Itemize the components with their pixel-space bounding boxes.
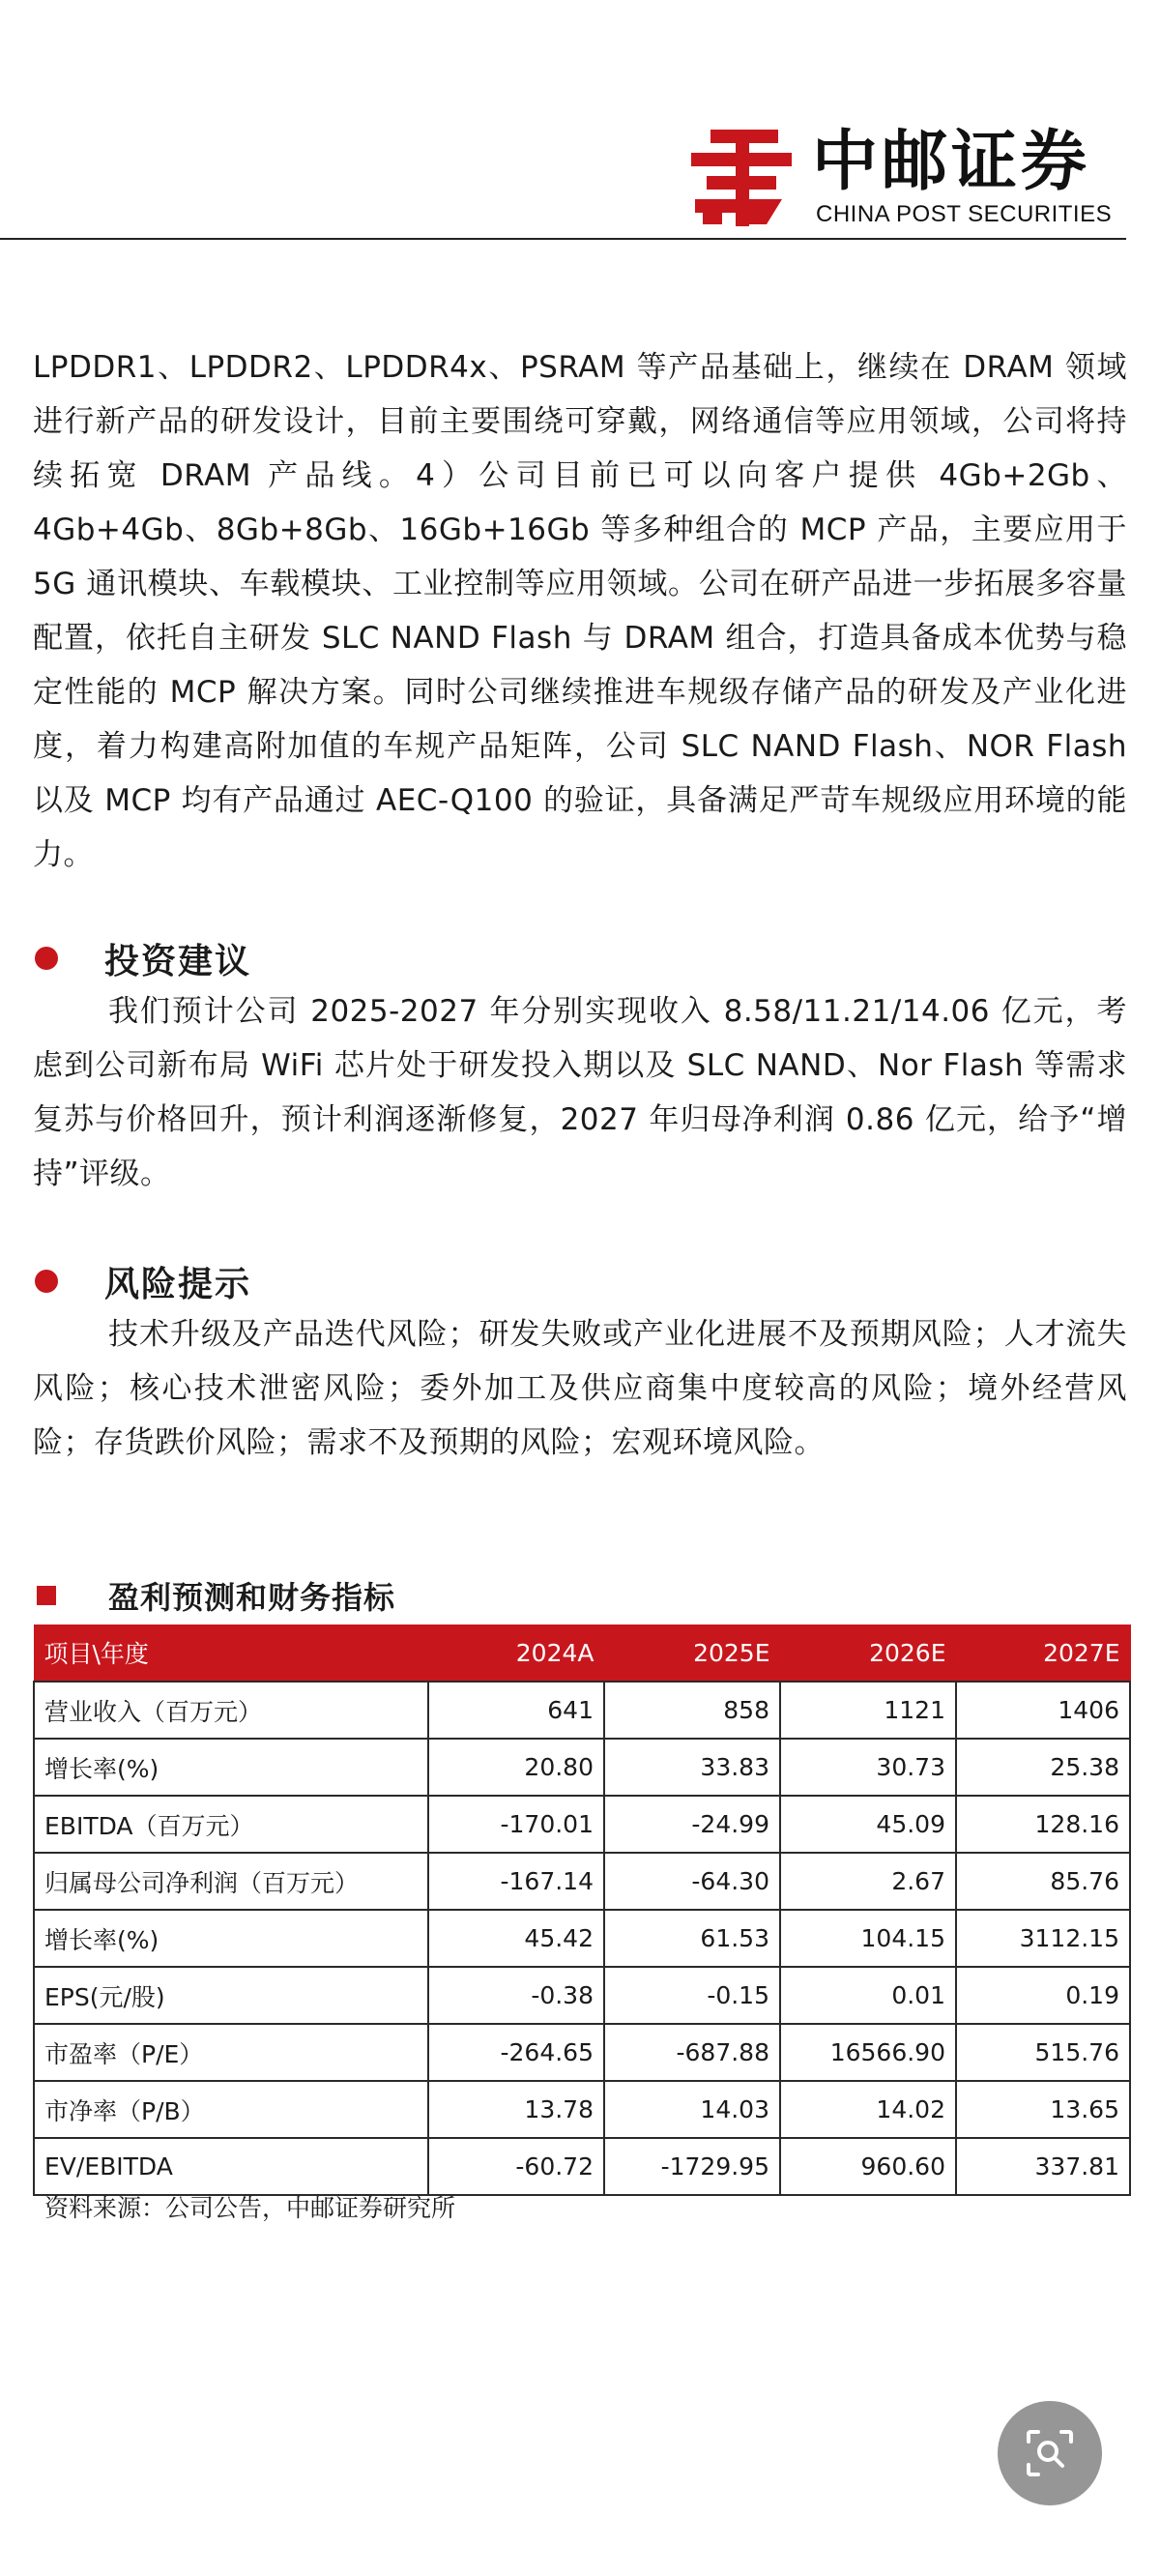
row-value: 3112.15 [956, 1910, 1130, 1967]
row-value: 960.60 [780, 2138, 956, 2195]
table-header-row [34, 1625, 1130, 1682]
table-row [34, 1910, 1130, 1967]
row-value: 104.15 [780, 1910, 956, 1967]
row-label: 市盈率（P/E） [34, 2024, 428, 2081]
row-value: -24.99 [604, 1796, 780, 1853]
header-year-cell: 2027E [956, 1625, 1130, 1682]
brand-name-cn: 中邮证券 [812, 124, 1091, 200]
row-value: 0.01 [780, 1967, 956, 2024]
row-value: 14.03 [604, 2081, 780, 2138]
investment-advice-heading [35, 934, 251, 982]
table-row [34, 1739, 1130, 1796]
row-label: EPS(元/股) [34, 1967, 428, 2024]
investment-advice-text: 我们预计公司 2025-2027 年分别实现收入 8.58/11.21/14.06 亿元，考虑到公司新布局 WiFi 芯片处于研发投入期以及 SLC NAND、Nor Flash 等需求复苏与价格回升，预计利润逐渐修复，2027 年归母净利润 0.86 亿元，给予“增持”评级。 [33, 994, 1127, 1191]
row-label: EBITDA（百万元） [34, 1796, 428, 1853]
header-year-cell: 2024A [428, 1625, 604, 1682]
row-value: 13.78 [428, 2081, 604, 2138]
table-row [34, 1853, 1130, 1910]
row-value: 515.76 [956, 2024, 1130, 2081]
report-header [0, 0, 1160, 242]
table-row [34, 2024, 1130, 2081]
row-value: 641 [428, 1682, 604, 1739]
row-value: -170.01 [428, 1796, 604, 1853]
risk-warning-heading [35, 1257, 251, 1305]
row-value: 30.73 [780, 1739, 956, 1796]
row-value: -167.14 [428, 1853, 604, 1910]
row-value: 337.81 [956, 2138, 1130, 2195]
row-value: -687.88 [604, 2024, 780, 2081]
row-value: -1729.95 [604, 2138, 780, 2195]
financial-forecast-table [33, 1625, 1131, 2196]
header-year-cell: 2026E [780, 1625, 956, 1682]
row-value: 25.38 [956, 1739, 1130, 1796]
row-label: 营业收入（百万元） [34, 1682, 428, 1739]
row-value: 20.80 [428, 1739, 604, 1796]
square-bullet-icon [37, 1586, 56, 1605]
row-value: -264.65 [428, 2024, 604, 2081]
row-value: 45.42 [428, 1910, 604, 1967]
header-divider [0, 238, 1126, 240]
row-label: 增长率(%) [34, 1910, 428, 1967]
business-paragraph: LPDDR1、LPDDR2、LPDDR4x、PSRAM 等产品基础上，继续在 DRAM 领域进行新产品的研发设计，目前主要围绕可穿戴，网络通信等应用领域，公司将持续拓宽 DRAM 产品线。4）公司目前已可以向客户提供 4Gb+2Gb、4Gb+4Gb、8Gb+8Gb、16Gb+16Gb 等多种组合的 MCP 产品，主要应用于 5G 通讯模块、车载模块、工业控制等应用领域。公司在研产品进一步拓展多容量配置，依托自主研发 SLC NAND Flash 与 DRAM 组合，打造具备成本优势与稳定性能的 MCP 解决方案。同时公司继续推进车规级存储产品的研发及产业化进度，着力构建高附加值的车规产品矩阵，公司 SLC NAND Flash、NOR Flash 以及 MCP 均有产品通过 AEC-Q100 的验证，具备满足严苛车规级应用环境的能力。 [33, 350, 1127, 872]
row-value: 2.67 [780, 1853, 956, 1910]
image-search-button[interactable] [998, 2401, 1102, 2505]
image-search-icon [1023, 2426, 1077, 2480]
row-label: 增长率(%) [34, 1739, 428, 1796]
header-year-cell: 2025E [604, 1625, 780, 1682]
row-value: -60.72 [428, 2138, 604, 2195]
row-value: 858 [604, 1682, 780, 1739]
row-value: 128.16 [956, 1796, 1130, 1853]
row-value: 1121 [780, 1682, 956, 1739]
header-label-cell: 项目\年度 [34, 1625, 428, 1682]
row-value: 45.09 [780, 1796, 956, 1853]
table-title: 盈利预测和财务指标 [108, 1579, 396, 1616]
row-value: -0.15 [604, 1967, 780, 2024]
section-title: 投资建议 [104, 941, 252, 981]
row-value: 16566.90 [780, 2024, 956, 2081]
brand-name-en: CHINA POST SECURITIES [816, 201, 1113, 227]
risk-warning-text: 技术升级及产品迭代风险；研发失败或产业化进展不及预期风险；人才流失风险；核心技术泄密风险；委外加工及供应商集中度较高的风险；境外经营风险；存货跌价风险；需求不及预期的风险；宏观环境风险。 [33, 1317, 1127, 1460]
table-row [34, 1796, 1130, 1853]
row-value: -0.38 [428, 1967, 604, 2024]
row-label: 市净率（P/B） [34, 2081, 428, 2138]
row-value: 85.76 [956, 1853, 1130, 1910]
row-value: -64.30 [604, 1853, 780, 1910]
row-value: 1406 [956, 1682, 1130, 1739]
table-source-note: 资料来源：公司公告，中邮证券研究所 [44, 2194, 456, 2222]
row-value: 14.02 [780, 2081, 956, 2138]
row-value: 0.19 [956, 1967, 1130, 2024]
row-value: 13.65 [956, 2081, 1130, 2138]
row-label: 归属母公司净利润（百万元） [34, 1853, 428, 1910]
bullet-dot-icon [35, 1270, 58, 1293]
table-row [34, 1682, 1130, 1739]
section-title: 风险提示 [104, 1264, 252, 1304]
china-post-logo-icon [689, 124, 796, 230]
row-label: EV/EBITDA [34, 2138, 428, 2195]
table-heading [37, 1574, 395, 1617]
table-row [34, 2138, 1130, 2195]
bullet-dot-icon [35, 947, 58, 970]
table-row [34, 2081, 1130, 2138]
row-value: 61.53 [604, 1910, 780, 1967]
row-value: 33.83 [604, 1739, 780, 1796]
table-row [34, 1967, 1130, 2024]
